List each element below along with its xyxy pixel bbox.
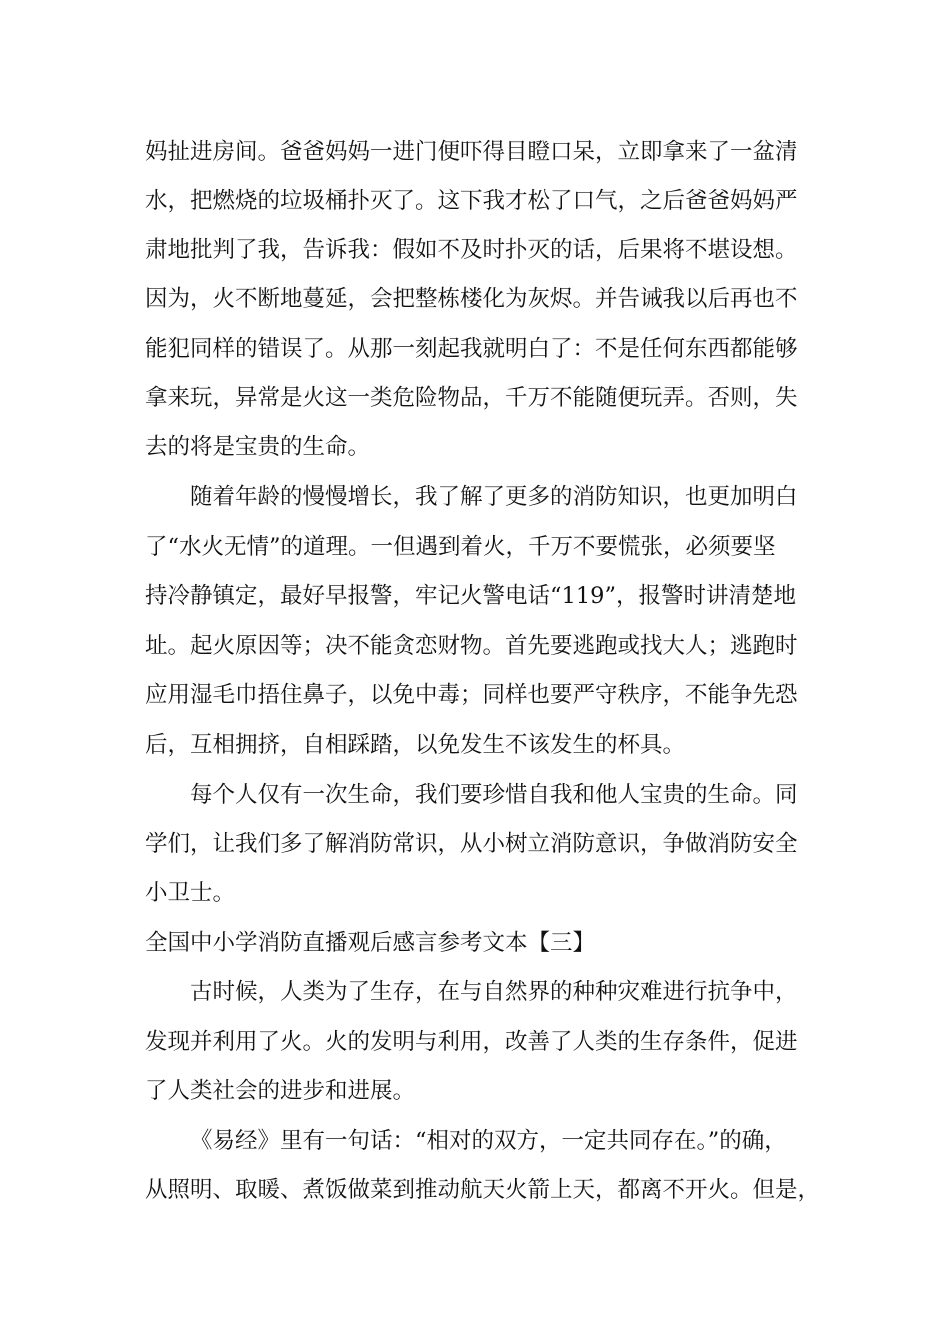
- text-line: 去的将是宝贵的生命。: [145, 434, 371, 460]
- paragraph-first-line: 每个人仅有一次生命，我们要珍惜自我和他人宝贵的生命。同: [190, 782, 798, 808]
- text-line: 从照明、取暖、煮饭做菜到推动航天火箭上天，都离不开火。但是，: [145, 1177, 821, 1203]
- text-line: 因为，火不断地蔓延，会把整栋楼化为灰烬。并告诫我以后再也不: [145, 286, 798, 312]
- paragraph-first-line: 随着年龄的慢慢增长，我了解了更多的消防知识，也更加明白: [190, 484, 798, 510]
- paragraph-first-line: 古时候，人类为了生存，在与自然界的种种灾难进行抗争中，: [190, 979, 798, 1005]
- text-line: 水，把燃烧的垃圾桶扑灭了。这下我才松了口气，之后爸爸妈妈严: [145, 188, 798, 214]
- text-line: 持冷静镇定，最好早报警，牢记火警电话“119”，报警时讲清楚地: [145, 583, 796, 609]
- text-line: 了人类社会的进步和进展。: [145, 1078, 416, 1104]
- text-line: 小卫士。: [145, 880, 236, 906]
- text-line: 应用湿毛巾捂住鼻子，以免中毒；同样也要严守秩序，不能争先恐: [145, 682, 798, 708]
- text-line: 址。起火原因等；决不能贪恋财物。首先要逃跑或找大人；逃跑时: [145, 633, 798, 659]
- text-line: 学们，让我们多了解消防常识，从小树立消防意识，争做消防安全: [145, 831, 798, 857]
- text-line: 了“水火无情”的道理。一但遇到着火，千万不要慌张，必须要坚: [145, 534, 776, 560]
- text-line: 能犯同样的错误了。从那一刻起我就明白了：不是任何东西都能够: [145, 336, 798, 362]
- paragraph-first-line: 《易经》里有一句话：“相对的双方，一定共同存在。”的确，: [190, 1128, 787, 1154]
- section-heading: 全国中小学消防直播观后感言参考文本【三】: [145, 930, 596, 956]
- text-line: 肃地批判了我，告诉我：假如不及时扑灭的话，后果将不堪设想。: [145, 237, 798, 263]
- text-line: 发现并利用了火。火的发明与利用，改善了人类的生存条件，促进: [145, 1029, 798, 1055]
- text-line: 拿来玩，异常是火这一类危险物品，千万不能随便玩弄。否则，失: [145, 385, 798, 411]
- text-line: 妈扯进房间。爸爸妈妈一进门便吓得目瞪口呆，立即拿来了一盆清: [145, 139, 798, 165]
- text-line: 后，互相拥挤，自相踩踏，以免发生不该发生的杯具。: [145, 732, 686, 758]
